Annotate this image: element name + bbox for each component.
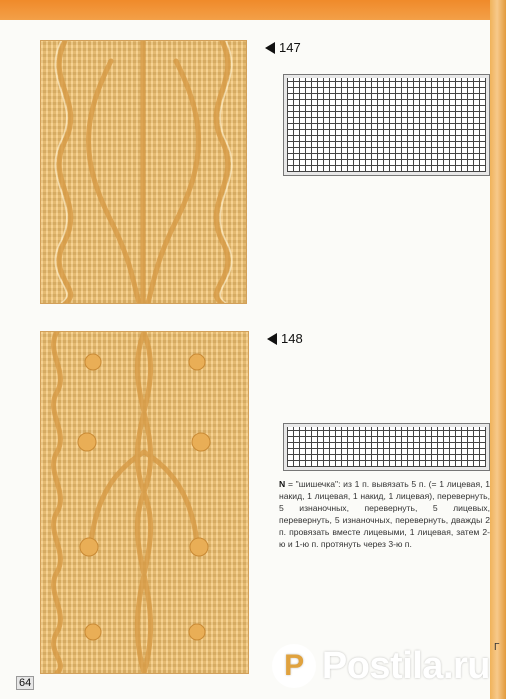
watermark-text: Postila.ru (321, 644, 490, 687)
bobble-symbol: N (279, 479, 286, 489)
pattern-147-chart (283, 74, 490, 176)
pattern-148-photo (40, 331, 249, 674)
cable-motif (41, 41, 246, 303)
legend-text: = "шишечка": из 1 п. вывязать 5 п. (= 1 лицевая, 1 накид, 1 лицевая, 1 накид, 1 лицевая), перевернуть, 5 изнаночных, перевернуть, 5 лицевых, перевернуть, 5 изнаночных, перевернуть, дважды 2 п. провязать вместе лицевыми, 1 лицевая, затем 2-ю и 1-ю п. протянуть через 3-ю п. (279, 479, 490, 549)
page-number: 64 (16, 676, 34, 690)
pointer-triangle-icon (267, 333, 277, 345)
stitch-legend (279, 478, 490, 550)
header-bar (0, 0, 490, 20)
chart-grid (287, 78, 486, 172)
p-logo-icon: P (272, 644, 316, 688)
pattern-148-label (267, 331, 303, 346)
watermark (272, 644, 490, 688)
pattern-number: 147 (279, 40, 301, 55)
page-edge (490, 0, 506, 699)
pattern-148-chart (283, 423, 490, 471)
pattern-147-label (265, 40, 301, 55)
chart-grid (287, 427, 486, 467)
pointer-triangle-icon (265, 42, 275, 54)
pattern-147-photo (40, 40, 247, 304)
edge-glyph: Г (494, 642, 500, 653)
cable-motif (41, 332, 248, 673)
pattern-number: 148 (281, 331, 303, 346)
